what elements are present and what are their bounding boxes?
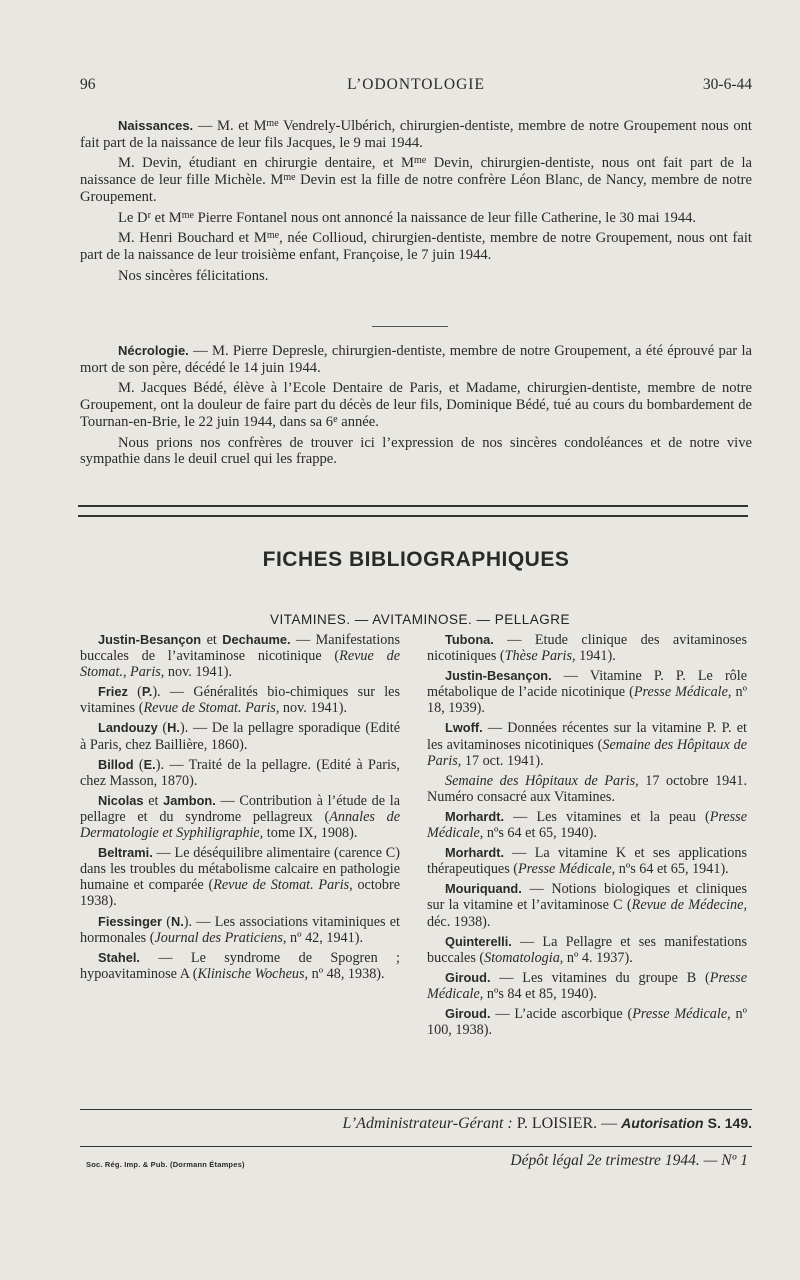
bibliography-entry: Giroud. — L’acide ascorbique (Presse Médicale, nº 100, 1938). <box>427 1005 747 1039</box>
entry-author: H. <box>167 720 180 736</box>
entry-author: Stahel. <box>98 949 140 965</box>
bibliography-entry: Friez (P.). — Généralités bio-chimiques sur les vitamines (Revue de Stomat. Paris, nov. 1941). <box>80 684 400 717</box>
paragraph: Nécrologie. — M. Pierre Depresle, chirurgien-dentiste, membre de notre Groupement, a été éprouvé par la mort de son père, décédé le 14 juin 1944. <box>80 343 752 376</box>
bibliography-entry: Tubona. — Etude clinique des avitaminoses nicotiniques (Thèse Paris, 1941). <box>427 632 747 665</box>
necrologie-section <box>80 343 752 468</box>
section-divider <box>372 326 448 327</box>
paragraph: Nos sincères félicitations. <box>118 267 269 284</box>
bibliography-entry: Beltrami. — Le déséquilibre alimentaire (carence C) dans les troubles du métabolisme calcaire en pathologie humaine et comparée (Revue de Stomat. Paris, octobre 1938). <box>80 845 401 910</box>
bibliography-entry: Billod (E.). — Traité de la pellagre. (Edité à Paris, chez Masson, 1870). <box>80 756 400 789</box>
paragraph: Nous prions nos confrères de trouver ici l’expression de nos sincères condoléances et de notre vive sympathie dans le deuil cruel qui les frappe. <box>80 434 752 468</box>
bibliography-entry: Nicolas et Jambon. — Contribution à l’étude de la pellagre et du syndrome pellagreux (Annales de Dermatologie et Syphiligraphie, tome IX, 1908). <box>80 792 400 842</box>
section-keyword: Nécrologie. <box>118 343 189 358</box>
entry-author: P. <box>141 684 153 700</box>
bibliography-right-column <box>427 632 747 1042</box>
section-keyword: Naissances. <box>118 118 194 133</box>
entry-author: Tubona. <box>445 632 494 647</box>
entry-author: E. <box>143 756 156 772</box>
bibliography-entry: Morhardt. — La vitamine K et ses applications thérapeutiques (Presse Médicale, nºs 64 et 65, 1941). <box>427 845 747 878</box>
entry-author: N. <box>170 913 184 929</box>
legal-deposit: Dépôt légal 2e trimestre 1944. — Nº 1 <box>510 1152 748 1169</box>
entry-author: Giroud. <box>445 1005 491 1021</box>
entry-author: Jambon. <box>163 792 216 808</box>
bibliography-entry: Fiessinger (N.). — Les associations vitaminiques et hormonales (Journal des Praticiens, nº 42, 1941). <box>80 913 400 946</box>
entry-author: Giroud. <box>445 969 491 985</box>
bibliography-entry: Semaine des Hôpitaux de Paris, 17 octobre 1941. Numéro consacré aux Vitamines. <box>427 772 747 805</box>
section-title: FICHES BIBLIOGRAPHIQUES <box>262 548 570 571</box>
bibliography-entry: Justin-Besançon. — Vitamine P. P. Le rôle métabolique de l’acide nicotinique (Presse Médicale, nº 18, 1939). <box>427 668 748 717</box>
bibliography-entry: Lwoff. — Données récentes sur la vitamine P. P. et les avitaminoses nicotiniques (Semaine des Hôpitaux de Paris, 17 oct. 1941). <box>427 720 747 769</box>
administrator-line: L’Administrateur-Gérant : P. LOISIER. — Autorisation S. 149. <box>342 1115 752 1132</box>
bibliography-entry: Mouriquand. — Notions biologiques et cliniques sur la vitamine et l’avitaminose C (Revue de Médecine, déc. 1938). <box>427 881 747 930</box>
page-number: 96 <box>80 76 96 93</box>
entry-author: Landouzy <box>98 720 158 736</box>
paragraph: M. Henri Bouchard et $M^{me}$, née Collioud, chirurgien-dentiste, membre de notre Groupement, nous ont fait part de la naissance de leur troisième enfant, Françoise, le 7 juin 1944. <box>80 230 752 263</box>
entry-author: Beltrami. <box>98 845 153 861</box>
paragraph: Naissances. — M. et $M^{me}$ Vendrely-Ulbérich, chirurgien-dentiste, membre de notre Groupement nous ont fait part de la naissance de leur fils Jacques, le 9 mai 1944. <box>80 118 752 151</box>
running-header <box>80 76 752 96</box>
entry-author: Mouriquand. <box>445 881 522 897</box>
issue-date: 30-6-44 <box>702 76 752 93</box>
bibliography-entry: Justin-Besançon et Dechaume. — Manifestations buccales de l’avitaminose nicotinique (Revue de Stomat., Paris, nov. 1941). <box>80 632 400 681</box>
bibliography-entry: Quinterelli. — La Pellagre et ses manifestations buccales (Stomatologia, nº 4. 1937). <box>427 933 747 966</box>
footer-rule <box>80 1146 752 1147</box>
entry-author: Lwoff. <box>445 720 483 736</box>
footer-rule <box>80 1109 752 1110</box>
double-rule <box>78 505 748 517</box>
entry-author: Friez <box>98 684 128 700</box>
entry-author: Quinterelli. <box>445 933 512 949</box>
section-subtitle: VITAMINES. — AVITAMINOSE. — PELLAGRE <box>269 612 571 627</box>
paragraph: M. Jacques Bédé, élève à l’Ecole Dentaire de Paris, et Madame, chirurgien-dentiste, membre de notre Groupement, ont la douleur de faire part du décès de leur fils, Dominique Bédé, tué au cours du bombardement de Tournan-en-Brie, le 22 juin 1944, dans sa 6e année. <box>80 380 752 430</box>
entry-author: Billod <box>98 756 134 772</box>
journal-title: L’ODONTOLOGIE <box>347 76 485 93</box>
entry-author: Morhardt. <box>445 808 505 824</box>
paragraph: Le $D^r$ et $M^{me}$ Pierre Fontanel nous ont annoncé la naissance de leur fille Catherine, le 30 mai 1944. <box>118 209 697 226</box>
entry-author: Morhardt. <box>445 845 505 861</box>
bibliography-entry: Giroud. — Les vitamines du groupe B (Presse Médicale, nºs 84 et 85, 1940). <box>427 969 747 1002</box>
naissances-section <box>80 118 752 284</box>
bibliography-left-column <box>80 632 400 986</box>
entry-author: Fiessinger <box>98 913 163 929</box>
bibliography-entry: Morhardt. — Les vitamines et la peau (Presse Médicale, nºs 64 et 65, 1940). <box>427 808 747 842</box>
bibliography-entry: Stahel. — Le syndrome de Spogren ; hypoavitaminose A (Klinische Wocheus, nº 48, 1938). <box>80 949 400 982</box>
paragraph: M. Devin, étudiant en chirurgie dentaire, et $M^{me}$ Devin, chirurgien-dentiste, nous ont fait part de la naissance de leur fille Michèle. $M^{me}$ Devin est la fille de notre confrère Léon Blanc, de Nancy, membre de notre Groupement. <box>80 155 752 205</box>
bibliography-entry: Landouzy (H.). — De la pellagre sporadique (Edité à Paris, chez Baillière, 1860). <box>80 720 401 753</box>
entry-author: Justin-Besançon. <box>445 668 552 684</box>
entry-author: Dechaume. <box>222 632 291 647</box>
entry-author: Nicolas <box>98 792 144 808</box>
printer-imprint: Soc. Rég. Imp. & Pub. (Dormann Étampes) <box>86 1160 245 1169</box>
entry-author: Justin-Besançon <box>98 632 202 647</box>
